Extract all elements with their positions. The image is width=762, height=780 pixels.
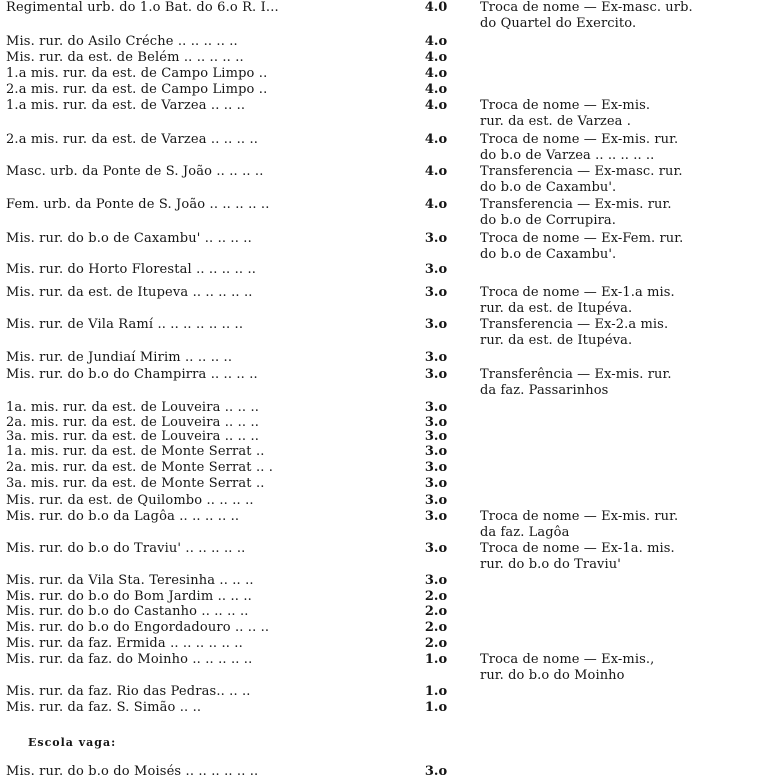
school-name: Mis. rur. do b.o do Bom Jardim .. .. .. — [6, 589, 252, 604]
school-note: Transferência — Ex-mis. rur. da faz. Passarinhos — [480, 367, 672, 399]
school-name: Mis. rur. do b.o do Traviu' .. .. .. .. .. — [6, 541, 246, 556]
school-name: 1a. mis. rur. da est. de Monte Serrat .. — [6, 444, 265, 459]
school-grade: 3.o — [424, 444, 448, 459]
school-name: Mis. rur. do b.o do Engordadouro .. .. .. — [6, 620, 270, 635]
school-grade: 2.o — [424, 636, 448, 651]
school-name: Mis. rur. do b.o da Lagôa .. .. .. .. .. — [6, 509, 240, 524]
vacant-school-heading: Escola vaga: — [28, 736, 117, 749]
school-grade: 4.o — [424, 132, 448, 147]
school-name: Mis. rur. da faz. S. Simão .. .. — [6, 700, 202, 715]
school-name: 2a. mis. rur. da est. de Louveira .. .. .. — [6, 415, 260, 430]
school-name: Mis. rur. da est. de Itupeva .. .. .. .. .. — [6, 285, 253, 300]
school-grade: 3.o — [424, 573, 448, 588]
school-name: 1.a mis. rur. da est. de Varzea .. .. .. — [6, 98, 246, 113]
school-note: Troca de nome — Ex-mis. rur. da est. de Varzea . — [480, 98, 651, 130]
school-grade: 1.o — [424, 684, 448, 699]
school-grade: 4.o — [424, 66, 448, 81]
school-name: 2.a mis. rur. da est. de Campo Limpo .. — [6, 82, 268, 97]
school-grade: 3.o — [424, 367, 448, 382]
school-grade: 3.o — [424, 231, 448, 246]
school-grade: 2.o — [424, 604, 448, 619]
school-grade: 3.o — [424, 493, 448, 508]
school-grade: 3.o — [424, 285, 448, 300]
school-grade: 4.o — [424, 50, 448, 65]
school-grade: 1.o — [424, 700, 448, 715]
school-name: Mis. rur. da Vila Sta. Teresinha .. .. .. — [6, 573, 254, 588]
school-name: 2.a mis. rur. da est. de Varzea .. .. .. .. — [6, 132, 259, 147]
school-name: Mis. rur. do b.o do Moisés .. .. .. .. .. .. — [6, 764, 259, 779]
school-grade: 3.o — [424, 415, 448, 430]
school-note: Transferencia — Ex-2.a mis. rur. da est. de Itupéva. — [480, 317, 669, 349]
school-name: 1a. mis. rur. da est. de Louveira .. .. .. — [6, 400, 260, 415]
school-name: Mis. rur. do b.o do Castanho .. .. .. .. — [6, 604, 249, 619]
school-grade: 3.o — [424, 262, 448, 277]
school-grade: 3.o — [424, 429, 448, 444]
school-name: Mis. rur. da faz. do Moinho .. .. .. .. .. — [6, 652, 253, 667]
school-name: Mis. rur. de Jundiaí Mirim .. .. .. .. — [6, 350, 233, 365]
school-grade: 4.0 — [424, 0, 448, 15]
school-grade: 3.o — [424, 541, 448, 556]
school-name: 3a. mis. rur. da est. de Louveira .. .. .. — [6, 429, 260, 444]
school-name: Mis. rur. de Vila Ramí .. .. .. .. .. .. .. — [6, 317, 244, 332]
school-grade: 4.o — [424, 82, 448, 97]
school-grade: 3.o — [424, 460, 448, 475]
school-grade: 3.o — [424, 476, 448, 491]
school-grade: 2.o — [424, 589, 448, 604]
school-name: Mis. rur. da est. de Quilombo .. .. .. .. — [6, 493, 254, 508]
school-grade: 4.o — [424, 197, 448, 212]
school-note: Troca de nome — Ex-mis., rur. do b.o do Moinho — [480, 652, 655, 684]
school-name: 3a. mis. rur. da est. de Monte Serrat .. — [6, 476, 265, 491]
school-name: Mis. rur. da est. de Belém .. .. .. .. .. — [6, 50, 244, 65]
school-name: Mis. rur. do Asilo Créche .. .. .. .. .. — [6, 34, 238, 49]
school-grade: 2.o — [424, 620, 448, 635]
school-grade: 3.o — [424, 400, 448, 415]
school-note: Troca de nome — Ex-1a. mis. rur. do b.o do Traviu' — [480, 541, 675, 573]
school-name: Fem. urb. da Ponte de S. João .. .. .. .. .. — [6, 197, 270, 212]
school-grade: 4.o — [424, 34, 448, 49]
school-grade: 3.o — [424, 764, 448, 779]
school-grade: 3.o — [424, 509, 448, 524]
school-grade: 3.o — [424, 317, 448, 332]
school-name: Mis. rur. do b.o de Caxambu' .. .. .. .. — [6, 231, 252, 246]
school-note: Transferencia — Ex-mis. rur. do b.o de Corrupira. — [480, 197, 672, 229]
school-name: Mis. rur. do b.o do Champirra .. .. .. .. — [6, 367, 258, 382]
school-name: Mis. rur. do Horto Florestal .. .. .. .. .. — [6, 262, 257, 277]
school-note: Troca de nome — Ex-mis. rur. do b.o de Varzea .. .. .. .. .. — [480, 132, 679, 164]
school-grade: 4.o — [424, 164, 448, 179]
school-note: Troca de nome — Ex-mis. rur. da faz. Lagôa — [480, 509, 679, 541]
school-grade: 3.o — [424, 350, 448, 365]
school-grade: 1.o — [424, 652, 448, 667]
school-grade: 4.o — [424, 98, 448, 113]
school-note: Troca de nome — Ex-1.a mis. rur. da est. de Itupéva. — [480, 285, 675, 317]
school-name: Masc. urb. da Ponte de S. João .. .. .. .. — [6, 164, 264, 179]
school-note: Troca de nome — Ex-masc. urb. do Quartel do Exercito. — [480, 0, 693, 32]
school-note: Troca de nome — Ex-Fem. rur. do b.o de Caxambu'. — [480, 231, 684, 263]
school-note: Transferencia — Ex-masc. rur. do b.o de Caxambu'. — [480, 164, 683, 196]
school-name: 1.a mis. rur. da est. de Campo Limpo .. — [6, 66, 268, 81]
school-name: Mis. rur. da faz. Ermida .. .. .. .. .. .. — [6, 636, 243, 651]
school-name: 2a. mis. rur. da est. de Monte Serrat .. . — [6, 460, 274, 475]
school-name: Mis. rur. da faz. Rio das Pedras.. .. .. — [6, 684, 251, 699]
school-name: Regimental urb. do 1.o Bat. do 6.o R. I... — [6, 0, 279, 15]
